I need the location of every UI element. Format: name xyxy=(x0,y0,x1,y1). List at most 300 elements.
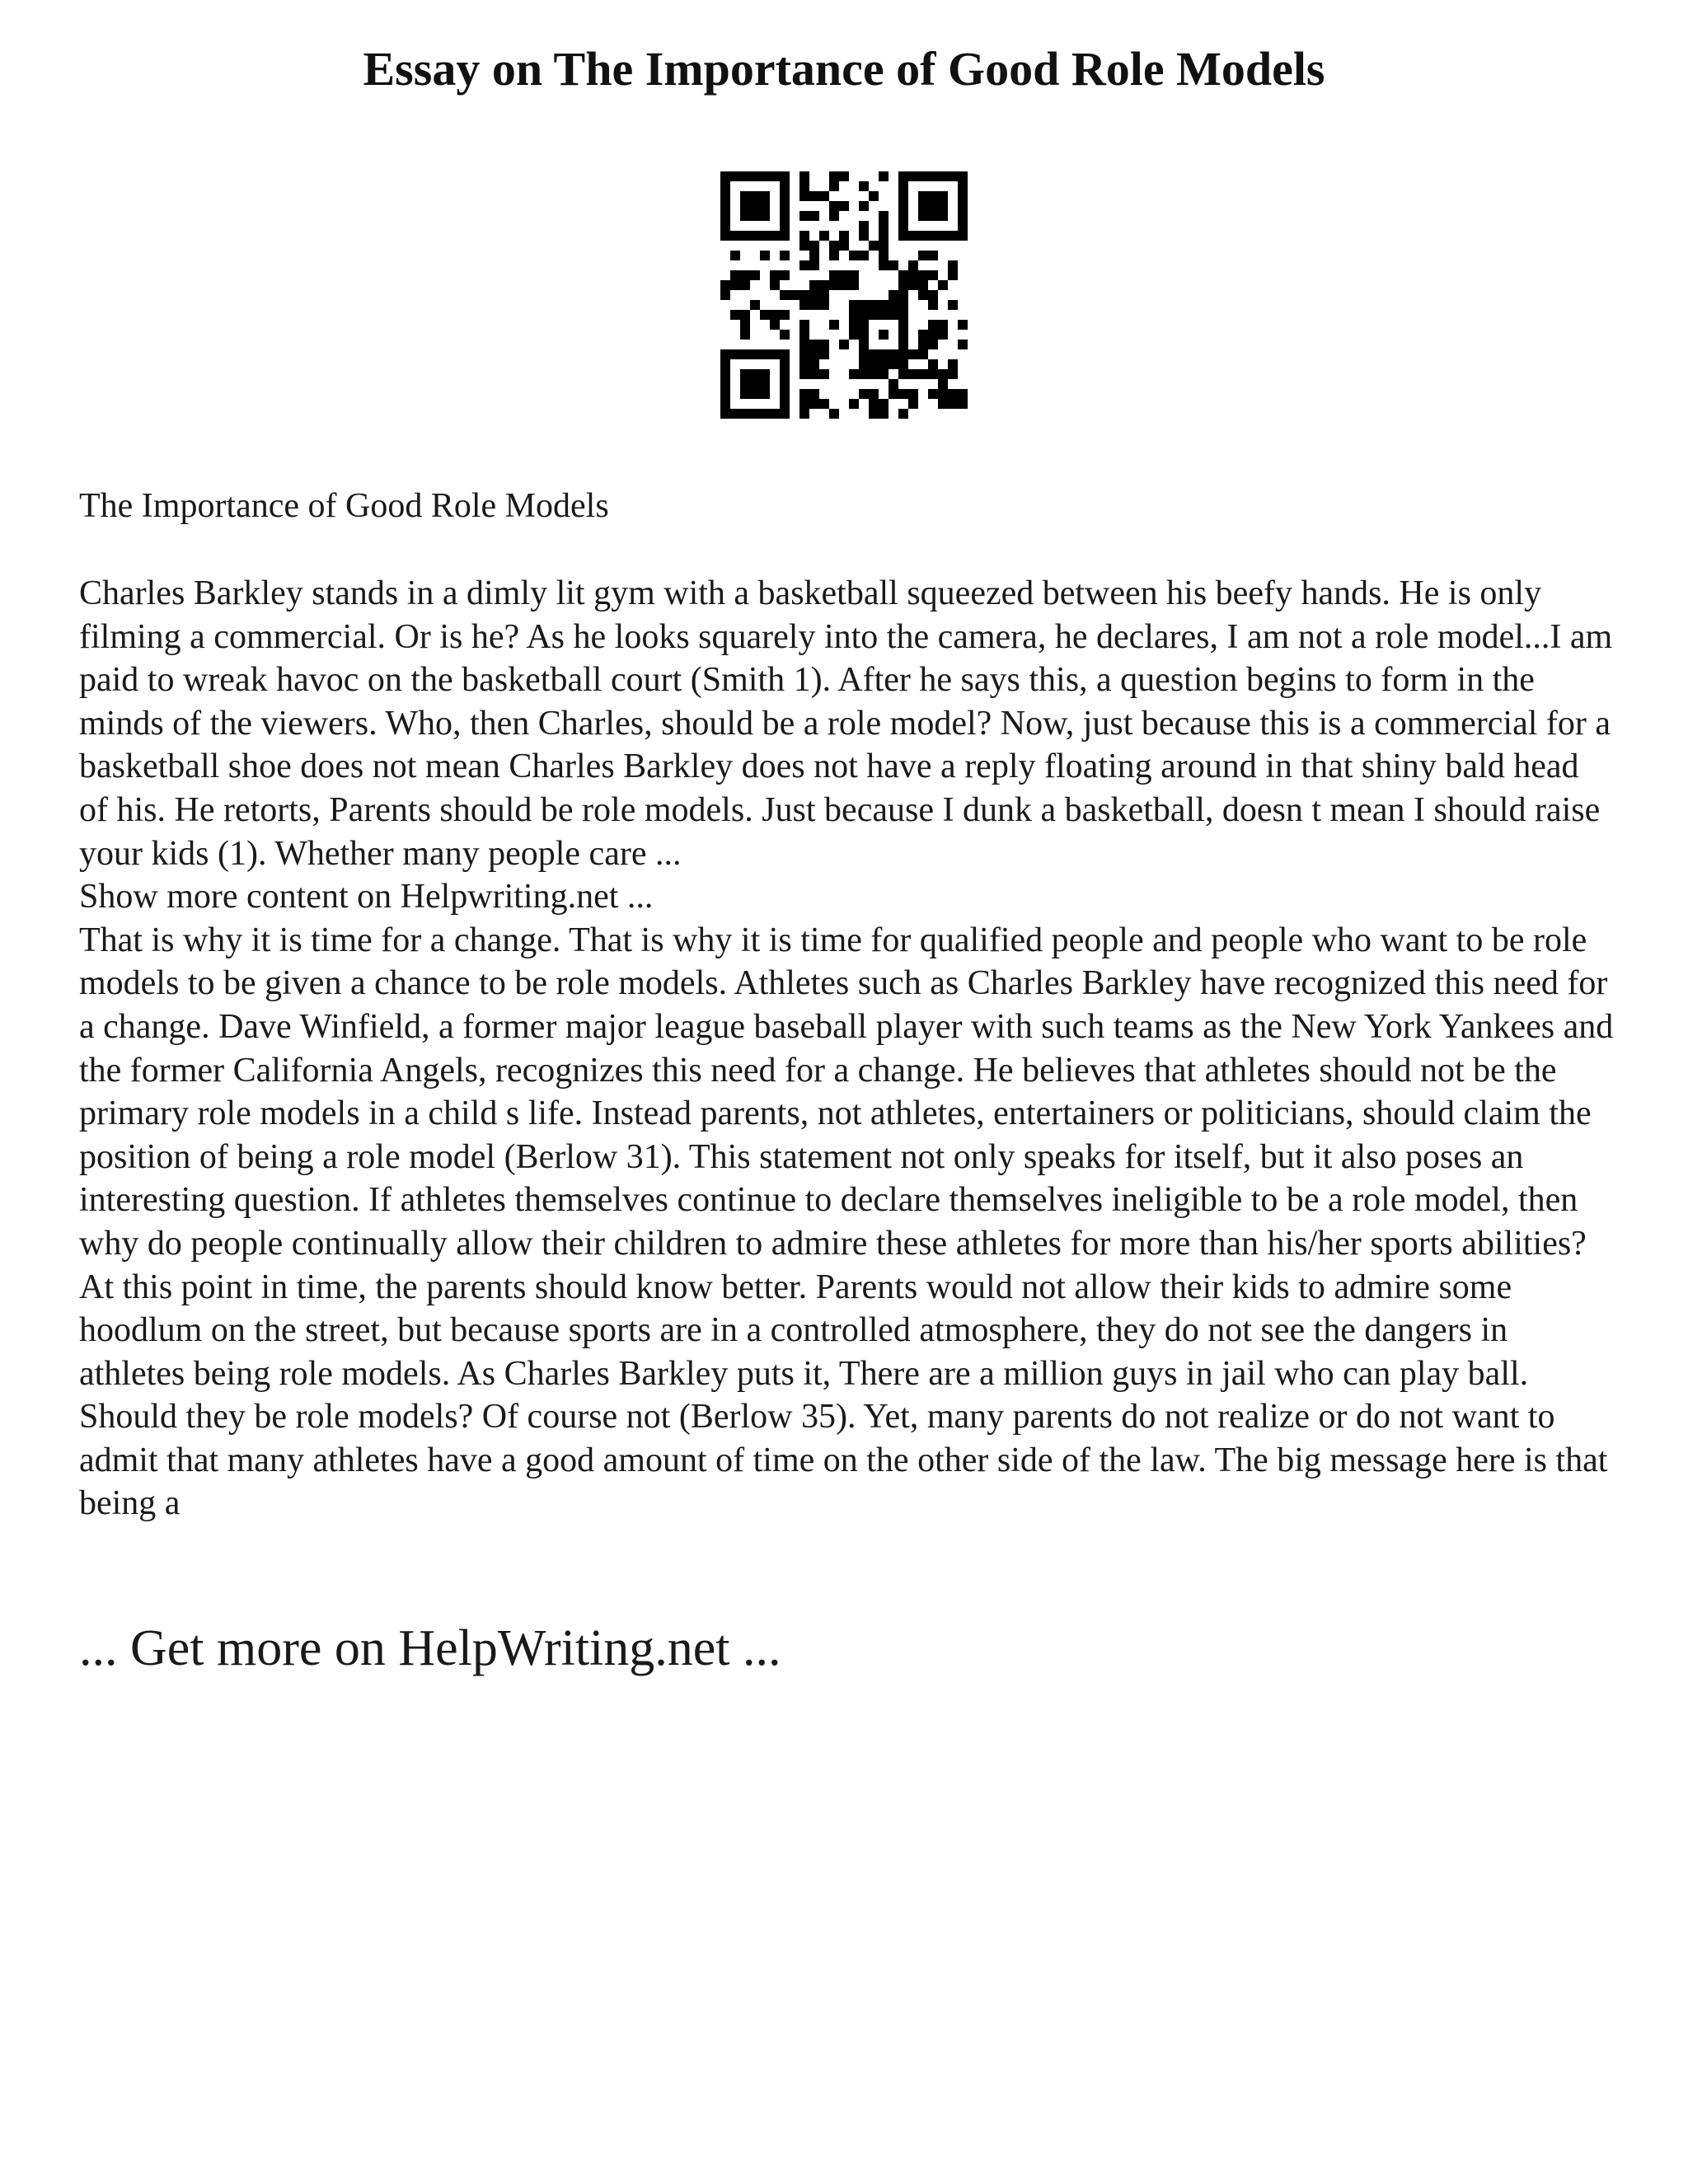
qr-module xyxy=(898,330,908,340)
qr-module xyxy=(849,270,859,280)
qr-module xyxy=(730,280,740,290)
qr-module xyxy=(958,191,968,201)
qr-module xyxy=(760,369,770,379)
qr-module xyxy=(898,389,908,399)
qr-module xyxy=(809,300,819,310)
qr-module xyxy=(780,181,790,191)
qr-module xyxy=(879,251,889,260)
qr-module xyxy=(839,171,849,181)
qr-module xyxy=(889,389,898,399)
qr-module xyxy=(829,241,839,251)
qr-module xyxy=(770,349,780,359)
qr-module xyxy=(770,320,780,330)
qr-module xyxy=(879,211,889,221)
qr-module xyxy=(938,191,948,201)
qr-module xyxy=(809,251,819,260)
qr-module xyxy=(799,330,809,340)
qr-module xyxy=(819,280,829,290)
qr-module xyxy=(879,300,889,310)
qr-module xyxy=(898,369,908,379)
qr-module xyxy=(730,231,740,241)
qr-module xyxy=(859,300,869,310)
qr-module xyxy=(859,340,869,349)
qr-module xyxy=(799,241,809,251)
qr-module xyxy=(819,369,829,379)
qr-module xyxy=(928,211,938,221)
qr-module xyxy=(898,280,908,290)
qr-module xyxy=(869,241,879,251)
qr-module xyxy=(938,379,948,389)
qr-module xyxy=(948,300,958,310)
qr-module xyxy=(720,280,730,290)
qr-module xyxy=(760,201,770,211)
qr-module xyxy=(829,251,839,260)
qr-module xyxy=(740,201,750,211)
qr-module xyxy=(740,389,750,399)
qr-module xyxy=(780,231,790,241)
qr-module xyxy=(879,260,889,270)
qr-module xyxy=(879,399,889,409)
qr-module xyxy=(938,399,948,409)
qr-module xyxy=(958,320,968,330)
qr-module xyxy=(760,231,770,241)
essay-body xyxy=(79,572,1614,1526)
qr-module xyxy=(720,231,730,241)
qr-module xyxy=(809,260,819,270)
qr-module xyxy=(790,290,799,300)
qr-module xyxy=(740,369,750,379)
qr-module xyxy=(859,181,869,191)
qr-module xyxy=(750,211,760,221)
qr-module xyxy=(750,369,760,379)
qr-module xyxy=(859,359,869,369)
qr-module xyxy=(760,409,770,419)
qr-module xyxy=(799,369,809,379)
qr-module xyxy=(829,181,839,191)
qr-module xyxy=(879,231,889,241)
qr-module xyxy=(760,171,770,181)
qr-module xyxy=(869,191,879,201)
qr-module xyxy=(869,310,879,320)
qr-module xyxy=(839,270,849,280)
qr-module xyxy=(799,300,809,310)
qr-module xyxy=(859,330,869,340)
qr-module xyxy=(809,359,819,369)
qr-module xyxy=(809,290,819,300)
qr-module xyxy=(918,191,928,201)
qr-module xyxy=(780,349,790,359)
qr-module xyxy=(948,359,958,369)
qr-module xyxy=(859,231,869,241)
qr-module xyxy=(859,201,869,211)
qr-module xyxy=(938,171,948,181)
qr-module xyxy=(958,211,968,221)
qr-module xyxy=(849,320,859,330)
qr-module xyxy=(908,389,918,399)
qr-module xyxy=(799,340,809,349)
qr-module xyxy=(849,399,859,409)
qr-module xyxy=(898,340,908,349)
qr-module xyxy=(799,349,809,359)
qr-module xyxy=(799,399,809,409)
qr-module xyxy=(938,280,948,290)
qr-module xyxy=(720,379,730,389)
qr-module xyxy=(770,280,780,290)
qr-module xyxy=(928,290,938,300)
qr-module xyxy=(809,389,819,399)
qr-module xyxy=(819,231,829,241)
qr-module xyxy=(780,191,790,201)
qr-module xyxy=(760,349,770,359)
qr-module xyxy=(730,251,740,260)
qr-module xyxy=(889,300,898,310)
qr-module xyxy=(898,181,908,191)
qr-module xyxy=(809,399,819,409)
qr-module xyxy=(839,201,849,211)
qr-module xyxy=(918,280,928,290)
qr-module xyxy=(829,320,839,330)
qr-module xyxy=(859,389,869,399)
qr-module xyxy=(780,270,790,280)
qr-module xyxy=(809,349,819,359)
qr-module xyxy=(948,231,958,241)
qr-module xyxy=(780,369,790,379)
document-title: Essay on The Importance of Good Role Models xyxy=(363,42,1325,96)
qr-module xyxy=(780,310,790,320)
qr-module xyxy=(750,270,760,280)
qr-module xyxy=(869,409,879,419)
qr-module xyxy=(740,330,750,340)
qr-module xyxy=(918,231,928,241)
qr-module xyxy=(740,171,750,181)
qr-module xyxy=(958,201,968,211)
qr-module xyxy=(780,211,790,221)
qr-module xyxy=(770,231,780,241)
qr-module xyxy=(799,409,809,419)
qr-module xyxy=(760,191,770,201)
qr-module xyxy=(839,340,849,349)
qr-module xyxy=(799,231,809,241)
qr-code-icon xyxy=(720,171,968,419)
get-more-link[interactable]: ... Get more on HelpWriting.net ... xyxy=(79,1620,781,1676)
qr-module xyxy=(849,280,859,290)
qr-module xyxy=(918,330,928,340)
qr-module xyxy=(928,231,938,241)
qr-module xyxy=(799,320,809,330)
essay-paragraph-1: Charles Barkley stands in a dimly lit gym with a basketball squeezed between his beefy hands. He is only filming a commercial. Or is he? As he looks squarely into the camera, he declares, I am not a role model...I am paid to wreak havoc on the basketball court (Smith 1). After he says this, a question begins to form in the minds of the viewers. Who, then Charles, should be a role model? Now, just because this is a commercial for a basketball shoe does not mean Charles Barkley does not have a reply floating around in that shiny bald head of his. He retorts, Parents should be role models. Just because I dunk a basketball, doesn t mean I should raise your kids (1). Whether many people care ... xyxy=(79,574,1613,873)
qr-module xyxy=(859,221,869,231)
qr-code-graphic xyxy=(720,171,968,419)
qr-module xyxy=(740,191,750,201)
qr-module xyxy=(889,359,898,369)
qr-module xyxy=(928,251,938,260)
qr-module xyxy=(780,359,790,369)
qr-module xyxy=(849,251,859,260)
qr-module xyxy=(730,171,740,181)
qr-module xyxy=(750,231,760,241)
qr-module xyxy=(799,171,809,181)
qr-module xyxy=(780,171,790,181)
qr-module xyxy=(948,369,958,379)
qr-module xyxy=(730,409,740,419)
qr-module xyxy=(799,260,809,270)
qr-module xyxy=(760,251,770,260)
qr-module xyxy=(898,191,908,201)
qr-module xyxy=(898,270,908,280)
qr-module xyxy=(750,379,760,389)
qr-module xyxy=(799,191,809,201)
qr-module xyxy=(780,251,790,260)
qr-module xyxy=(948,389,958,399)
qr-module xyxy=(809,191,819,201)
qr-module xyxy=(938,231,948,241)
qr-module xyxy=(938,211,948,221)
qr-module xyxy=(809,369,819,379)
qr-module xyxy=(898,290,908,300)
qr-module xyxy=(879,330,889,340)
qr-module xyxy=(879,409,889,419)
qr-module xyxy=(889,379,898,389)
qr-module xyxy=(879,221,889,231)
qr-module xyxy=(928,300,938,310)
qr-module xyxy=(918,340,928,349)
qr-module xyxy=(908,171,918,181)
qr-module xyxy=(869,399,879,409)
qr-module xyxy=(859,251,869,260)
qr-module xyxy=(898,310,908,320)
qr-module xyxy=(958,340,968,349)
qr-module xyxy=(879,349,889,359)
qr-module xyxy=(918,270,928,280)
show-more-link[interactable]: Show more content on Helpwriting.net ... xyxy=(79,878,654,916)
qr-module xyxy=(889,349,898,359)
qr-module xyxy=(720,399,730,409)
qr-module xyxy=(740,409,750,419)
qr-module xyxy=(938,389,948,399)
qr-module xyxy=(859,310,869,320)
qr-module xyxy=(780,389,790,399)
qr-module xyxy=(928,201,938,211)
qr-module xyxy=(928,340,938,349)
qr-module xyxy=(948,260,958,270)
qr-module xyxy=(740,231,750,241)
qr-module xyxy=(948,171,958,181)
qr-module xyxy=(908,280,918,290)
qr-module xyxy=(750,389,760,399)
qr-module xyxy=(720,171,730,181)
qr-module xyxy=(898,201,908,211)
essay-subtitle: The Importance of Good Role Models xyxy=(79,487,609,525)
qr-module xyxy=(720,369,730,379)
qr-module xyxy=(829,171,839,181)
qr-module xyxy=(819,191,829,201)
qr-module xyxy=(958,171,968,181)
qr-module xyxy=(799,389,809,399)
qr-module xyxy=(928,320,938,330)
qr-module xyxy=(849,310,859,320)
qr-module xyxy=(928,369,938,379)
qr-module xyxy=(780,290,790,300)
qr-module xyxy=(918,201,928,211)
qr-module xyxy=(829,280,839,290)
qr-module xyxy=(908,349,918,359)
qr-module xyxy=(799,181,809,191)
qr-module xyxy=(908,369,918,379)
qr-module xyxy=(849,369,859,379)
qr-module xyxy=(938,330,948,340)
qr-module xyxy=(869,300,879,310)
qr-module xyxy=(720,359,730,369)
qr-module xyxy=(839,231,849,241)
qr-module xyxy=(898,300,908,310)
qr-module xyxy=(799,211,809,221)
qr-module xyxy=(740,310,750,320)
qr-module xyxy=(720,181,730,191)
qr-module xyxy=(869,349,879,359)
qr-module xyxy=(819,300,829,310)
qr-module xyxy=(879,359,889,369)
qr-module xyxy=(928,171,938,181)
qr-module xyxy=(740,349,750,359)
qr-module xyxy=(730,310,740,320)
qr-module xyxy=(869,359,879,369)
qr-module xyxy=(928,330,938,340)
qr-module xyxy=(780,201,790,211)
qr-module xyxy=(750,409,760,419)
qr-module xyxy=(740,270,750,280)
qr-module xyxy=(809,211,819,221)
qr-module xyxy=(918,211,928,221)
qr-module xyxy=(770,409,780,419)
qr-module xyxy=(908,260,918,270)
qr-module xyxy=(918,251,928,260)
qr-module xyxy=(859,349,869,359)
qr-module xyxy=(879,241,889,251)
qr-module xyxy=(740,280,750,290)
qr-module xyxy=(740,211,750,221)
qr-module xyxy=(770,310,780,320)
essay-paragraph-2: That is why it is time for a change. That is why it is time for qualified people and people who want to be role models to be given a chance to be role models. Athletes such as Charles Barkley have recognized this need for a change. Dave Winfield, a former major league baseball player with such teams as the New York Yankees and the former California Angels, recognizes this need for a change. He believes that athletes should not be the primary role models in a child s life. Instead parents, not athletes, entertainers or politicians, should claim the position of being a role model (Berlow 31). This statement not only speaks for itself, but it also poses an interesting question. If athletes themselves continue to declare themselves ineligible to be a role model, then why do people continually allow their children to admire these athletes for more than his/her sports abilities? At this point in time, the parents should know better. Parents would not allow their kids to admire some hoodlum on the street, but because sports are in a controlled atmosphere, they do not see the dangers in athletes being role models. As Charles Barkley puts it, There are a million guys in jail who can play ball. Should they be role models? Of course not (Berlow 35). Yet, many parents do not realize or do not want to admit that many athletes have a good amount of time on the other side of the law. The big message here is that being a xyxy=(79,921,1614,1523)
qr-module xyxy=(770,270,780,280)
qr-module xyxy=(908,231,918,241)
qr-module xyxy=(770,171,780,181)
qr-module xyxy=(780,330,790,340)
qr-module xyxy=(720,191,730,201)
qr-module xyxy=(898,171,908,181)
qr-module xyxy=(819,349,829,359)
qr-module xyxy=(819,340,829,349)
qr-module xyxy=(720,211,730,221)
qr-module xyxy=(918,369,928,379)
qr-module xyxy=(948,270,958,280)
qr-module xyxy=(740,320,750,330)
qr-module xyxy=(849,300,859,310)
qr-module xyxy=(829,201,839,211)
qr-module xyxy=(879,369,889,379)
qr-module xyxy=(889,310,898,320)
qr-module xyxy=(938,201,948,211)
qr-module xyxy=(958,389,968,399)
qr-module xyxy=(918,171,928,181)
qr-module xyxy=(898,221,908,231)
qr-module xyxy=(750,300,760,310)
qr-module xyxy=(859,320,869,330)
qr-module xyxy=(958,181,968,191)
qr-module xyxy=(750,171,760,181)
qr-module xyxy=(720,221,730,231)
qr-module xyxy=(958,231,968,241)
qr-module xyxy=(958,221,968,231)
qr-module xyxy=(750,349,760,359)
qr-module xyxy=(898,409,908,419)
qr-module xyxy=(720,290,730,300)
qr-module xyxy=(809,340,819,349)
qr-module xyxy=(898,231,908,241)
qr-module xyxy=(760,379,770,389)
qr-module xyxy=(879,171,889,181)
qr-module xyxy=(958,399,968,409)
qr-module xyxy=(780,221,790,231)
qr-module xyxy=(869,389,879,399)
qr-module xyxy=(849,330,859,340)
qr-module xyxy=(740,379,750,389)
qr-module xyxy=(938,320,948,330)
qr-module xyxy=(898,211,908,221)
qr-module xyxy=(760,389,770,399)
qr-module xyxy=(918,349,928,359)
qr-module xyxy=(898,320,908,330)
qr-module xyxy=(839,280,849,290)
qr-module xyxy=(898,359,908,369)
qr-module xyxy=(908,399,918,409)
qr-module xyxy=(889,260,898,270)
qr-module xyxy=(780,409,790,419)
qr-module xyxy=(780,379,790,389)
qr-module xyxy=(928,359,938,369)
qr-module xyxy=(720,201,730,211)
qr-module xyxy=(898,349,908,359)
qr-module xyxy=(760,310,770,320)
qr-module xyxy=(730,270,740,280)
qr-module xyxy=(829,409,839,419)
qr-module xyxy=(859,369,869,379)
qr-module xyxy=(879,310,889,320)
qr-module xyxy=(760,211,770,221)
qr-module xyxy=(928,389,938,399)
qr-module xyxy=(928,270,938,280)
qr-module xyxy=(809,241,819,251)
qr-module xyxy=(839,241,849,251)
qr-module xyxy=(948,399,958,409)
qr-module xyxy=(730,349,740,359)
qr-module xyxy=(819,399,829,409)
qr-module xyxy=(780,399,790,409)
qr-module xyxy=(908,270,918,280)
qr-module xyxy=(829,211,839,221)
qr-module xyxy=(869,369,879,379)
qr-module xyxy=(799,359,809,369)
qr-module xyxy=(799,290,809,300)
qr-module xyxy=(918,290,928,300)
qr-module xyxy=(928,191,938,201)
qr-module xyxy=(809,280,819,290)
qr-module xyxy=(889,290,898,300)
qr-module xyxy=(720,409,730,419)
qr-module xyxy=(819,290,829,300)
qr-module xyxy=(938,369,948,379)
qr-module xyxy=(750,191,760,201)
qr-module xyxy=(829,270,839,280)
